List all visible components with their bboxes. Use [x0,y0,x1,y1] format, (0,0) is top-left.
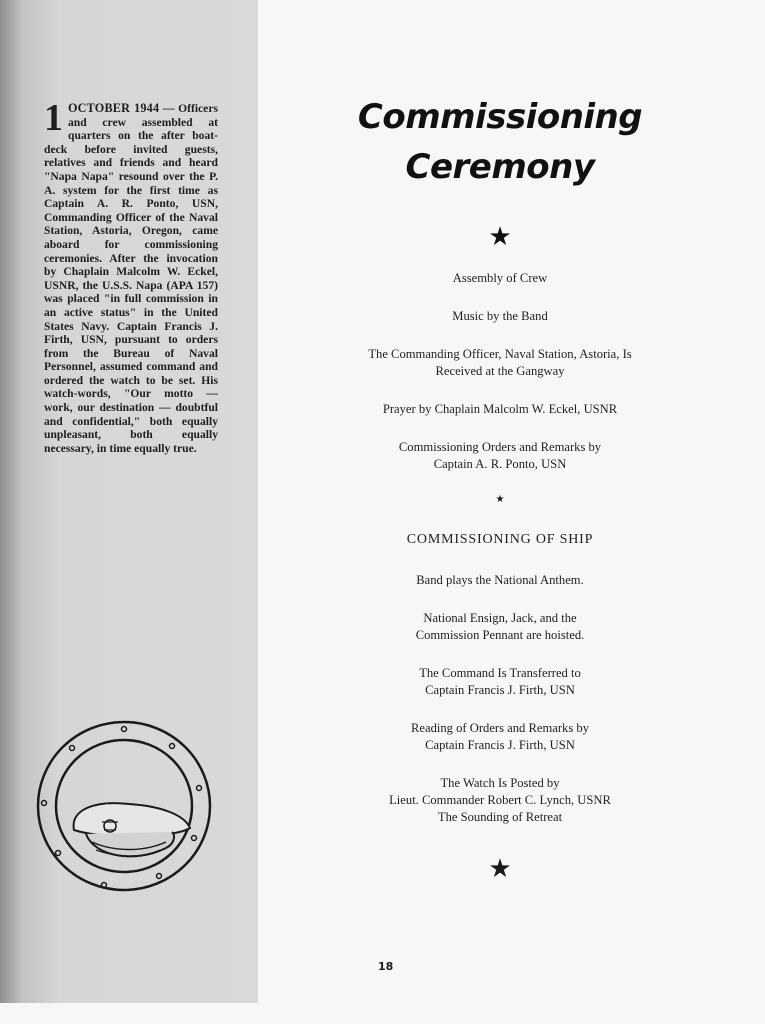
dropcap: 1 [44,97,63,139]
page-title [300,92,700,192]
date-heading: OCTOBER 1944 [68,101,160,115]
star-icon: ★ [488,222,512,251]
title-line-2: Ceremony [405,147,595,187]
program-item: The Command Is Transferred to Captain Francis J. Firth, USN [419,666,581,697]
porthole-cap-icon [34,718,214,893]
page-number: 18 [378,960,394,973]
small-star-icon: ★ [495,494,505,505]
bottom-star-icon: ★ [488,854,512,883]
title-line-1: Commissioning [357,97,643,137]
program-item: The Commanding Officer, Naval Station, Astoria, Is Received at the Gangway [368,347,632,378]
program-item: Music by the Band [452,309,548,323]
program-list-part-2 [300,572,700,826]
section-heading: COMMISSIONING OF SHIP [406,532,594,547]
program-item: Reading of Orders and Remarks by Captain Francis J. Firth, USN [410,721,590,752]
program-list-part-1 [300,270,700,473]
sidebar-panel [0,0,258,1003]
program-item: Prayer by Chaplain Malcolm W. Eckel, USNR [382,402,618,416]
main-content [300,0,700,1024]
sidebar-narrative [44,97,218,455]
program-item: The Watch Is Posted by Lieut. Commander Robert C. Lynch, USNR The Sounding of Retreat [389,776,611,824]
narrative-text: — Officers and crew assembled at quarters on the after boat-deck before invited guests, relatives and friends and heard "Napa Napa" resound over the P. A. system for the first time as Captain A. R. Ponto, USN, Commanding Officer of the Naval Station, Astoria, Oregon, came aboard for commissioning ceremonies. After the invocation by Chaplain Malcolm W. Eckel, USNR, the U.S.S. Napa (APA 157) was placed "in full commission in an active status" in the United States Navy. Captain Francis J. Firth, USN, pursuant to orders from the Bureau of Naval Personnel, assumed command and ordered the watch to be set. His watch-words, "Our motto — work, our destination — doubtful and confidential," both equally unpleasant, both equally necessary, in time equally true. [44,102,218,455]
program-item: Assembly of Crew [452,271,548,285]
program-item: National Ensign, Jack, and the Commission Pennant are hoisted. [415,611,585,642]
program-item: Band plays the National Anthem. [416,573,584,587]
program-item: Commissioning Orders and Remarks by Captain A. R. Ponto, USN [398,440,602,471]
